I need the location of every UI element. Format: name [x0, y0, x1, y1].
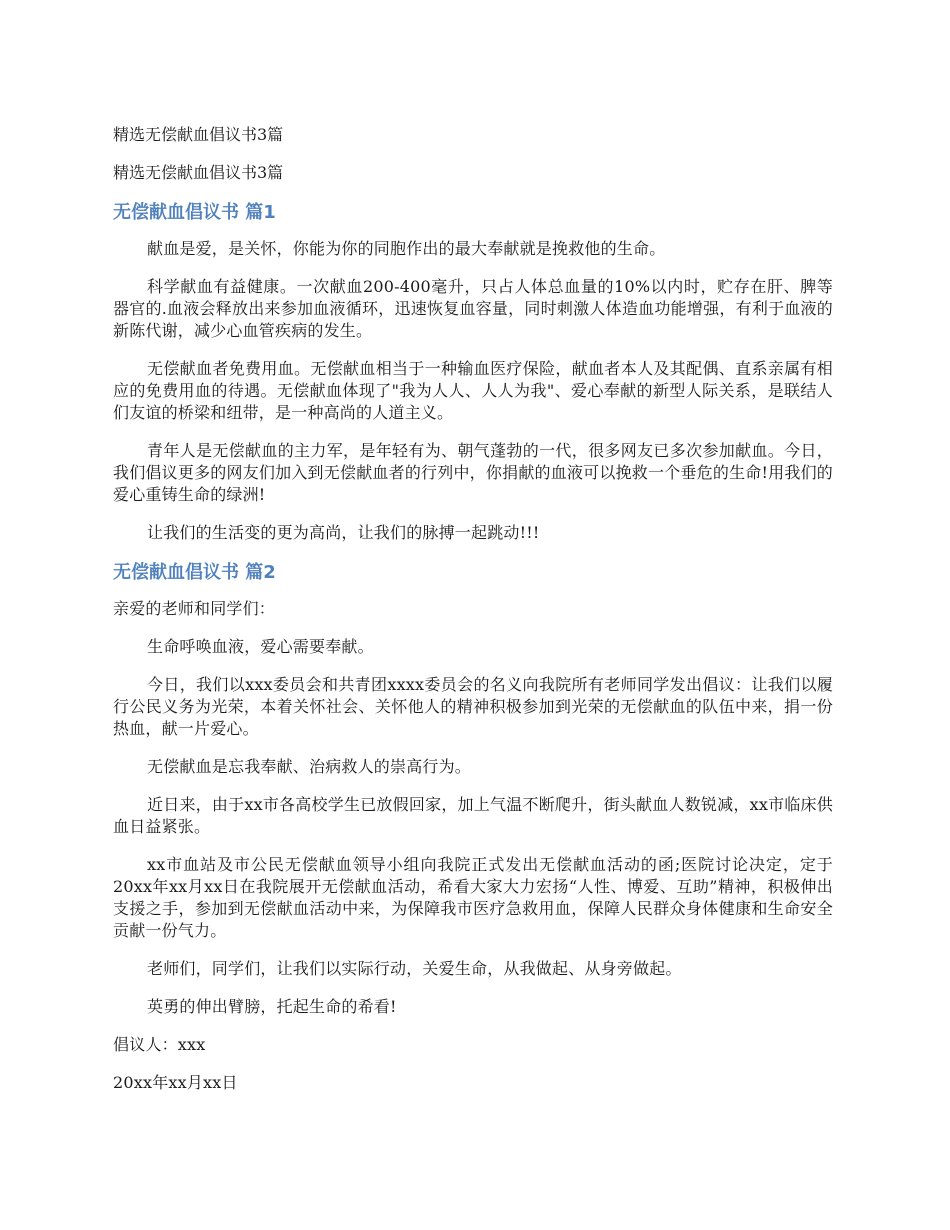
section2-paragraph-6: 老师们，同学们，让我们以实际行动，关爱生命，从我做起、从身旁做起。 — [147, 959, 682, 978]
signer-line: 倡议人：xxx — [113, 1035, 206, 1054]
document-body — [113, 124, 833, 1110]
section2-paragraph-2: 今日，我们以xxx委员会和共青团xxxx委员会的名义向我院所有老师同学发出倡议：让我们以履行公民义务为光荣，本着关怀社会、关怀他人的精神积极参加到光荣的无偿献血的队伍中来，捐一份热血，献一片爱心。 — [113, 675, 833, 738]
section-heading-2: 无偿献血倡议书 篇2 — [113, 562, 276, 583]
section1-paragraph-1: 献血是爱，是关怀，你能为你的同胞作出的最大奉献就是挽救他的生命。 — [147, 239, 666, 258]
section1-paragraph-3: 无偿献血者免费用血。无偿献血相当于一种输血医疗保险，献血者本人及其配偶、直系亲属有相应的免费用血的待遇。无偿献血体现了"我为人人、人人为我"、爱心奉献的新型人际关系，是联结人们友谊的桥梁和纽带，是一种高尚的人道主义。 — [113, 359, 833, 422]
date-line: 20xx年xx月xx日 — [113, 1073, 238, 1092]
section1-paragraph-5: 让我们的生活变的更为高尚，让我们的脉搏一起跳动!!! — [147, 523, 540, 542]
section2-paragraph-1: 生命呼唤血液，爱心需要奉献。 — [147, 637, 374, 656]
section2-salutation: 亲爱的老师和同学们： — [113, 599, 276, 618]
section2-paragraph-5: xx市血站及市公民无偿献血领导小组向我院正式发出无偿献血活动的函;医院讨论决定，定于20xx年xx月xx日在我院展开无偿献血活动，希看大家大力宏扬“人性、博爱、互助”精神，积极伸出支援之手，参加到无偿献血活动中来，为保障我市医疗急救用血，保障人民群众身体健康和生命安全贡献一份气力。 — [113, 855, 833, 940]
section2-paragraph-7: 英勇的伸出臂膀，托起生命的希看! — [147, 997, 397, 1016]
section1-paragraph-4: 青年人是无偿献血的主力军，是年轻有为、朝气蓬勃的一代，很多网友已多次参加献血。今日，我们倡议更多的网友们加入到无偿献血者的行列中，你捐献的血液可以挽救一个垂危的生命!用我们的爱心重铸生命的绿洲! — [113, 441, 833, 504]
section1-paragraph-2: 科学献血有益健康。一次献血200-400毫升，只占人体总血量的10%以内时，贮存在肝、脾等器官的.血液会释放出来参加血液循环，迅速恢复血容量，同时刺激人体造血功能增强，有利于血液的新陈代谢，减少心血管疾病的发生。 — [113, 277, 833, 340]
section-heading-1: 无偿献血倡议书 篇1 — [113, 202, 276, 223]
document-title-line-2: 精选无偿献血倡议书3篇 — [113, 163, 284, 182]
section2-paragraph-4: 近日来，由于xx市各高校学生已放假回家，加上气温不断爬升，街头献血人数锐减，xx市临床供血日益紧张。 — [113, 795, 833, 836]
section2-paragraph-3: 无偿献血是忘我奉献、治病救人的崇高行为。 — [147, 757, 472, 776]
document-title-line-1: 精选无偿献血倡议书3篇 — [113, 125, 284, 144]
